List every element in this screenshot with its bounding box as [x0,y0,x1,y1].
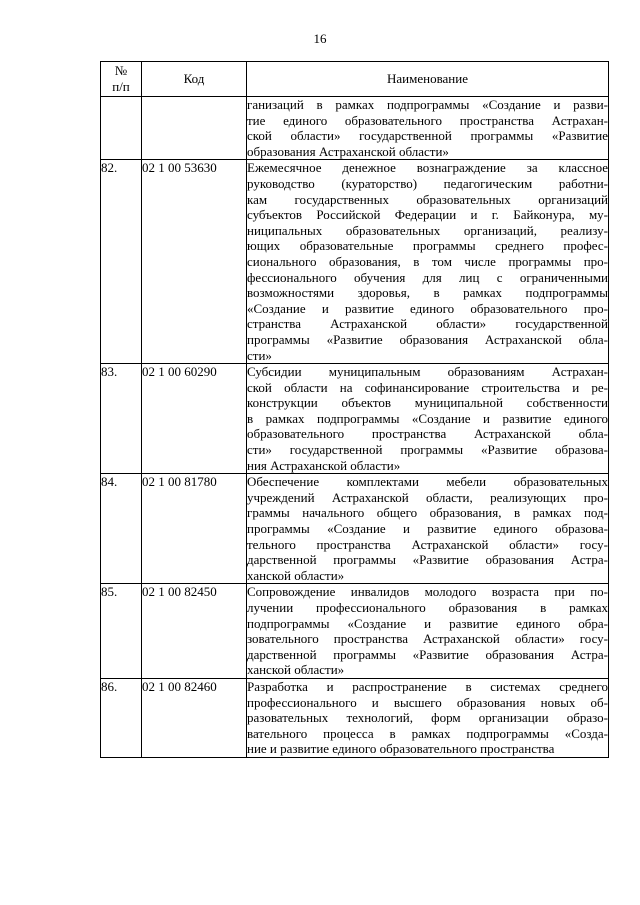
row-name-line: «Создание и развитие единого образовательного про- [247,300,608,316]
row-code: 02 1 00 82460 [142,678,247,757]
table-row [101,97,609,160]
row-code: 02 1 00 60290 [142,364,247,474]
row-code: 02 1 00 53630 [142,160,247,364]
row-name [247,97,609,160]
row-name-line: фессионального обучения для лиц с ограниченными [247,269,608,285]
row-number: 83. [101,364,142,474]
row-name-line: Обеспечение комплектами мебели образовательных [247,474,608,490]
table-header-row [101,62,609,97]
row-name-line: разовательных технологий, форм организации образо- [247,710,608,726]
row-name-line: программы «Создание и развитие единого образова- [247,521,608,537]
row-number [101,97,142,160]
row-name-line: программы «Развитие образования Астраханской обла- [247,331,608,347]
row-name-line: ганизаций в рамках подпрограммы «Создание и разви- [247,97,608,112]
row-name-line: Субсидии муниципальным образованиям Астрахан- [247,364,608,380]
table-row [101,584,609,679]
row-number: 84. [101,474,142,584]
table-row [101,364,609,474]
row-name-line: лучении профессионального образования в рамках [247,600,608,615]
row-code [142,97,247,160]
row-name-line: тие единого образовательного пространства Астрахан- [247,112,608,128]
row-name-line: странства Астраханской области» государственной [247,316,608,332]
row-name-line: дарственной программы «Развитие образования Астра- [247,552,608,568]
row-code: 02 1 00 81780 [142,474,247,584]
row-name-line: ханской области» [247,662,345,678]
header-name: Наименование [247,62,609,97]
row-name-line: ханской области» [247,567,345,583]
row-number: 86. [101,678,142,757]
row-name-line: профессионального и высшего образования новых об- [247,694,608,710]
row-name-line: ющих образовательные программы среднего профес- [247,238,608,254]
row-name-line: конструкции объектов муниципальной собственности [247,395,608,411]
row-number: 85. [101,584,142,679]
row-name-line: вательного процесса в рамках подпрограммы «Созда- [247,725,608,741]
row-name [247,364,609,474]
row-name-line: субъектов Российской Федерации и г. Байконура, му- [247,207,608,223]
row-name-line: ниципальных образовательных организаций, реализу- [247,222,608,238]
table-row [101,678,609,757]
row-name-line: ской области» государственной программы «Развитие [247,128,608,144]
row-name-line: образования Астраханской области» [247,143,449,159]
header-number-line1: № [114,63,128,78]
row-name-line: Сопровождение инвалидов молодого возраста при по- [247,584,608,600]
row-name-line: дарственной программы «Развитие образования Астра- [247,646,608,662]
header-number-line2: п/п [112,79,130,94]
row-name-line: тельного пространства Астраханской области» госу- [247,536,608,552]
row-name-line: образовательного пространства Астраханской обла- [247,426,608,442]
row-name-line: Разработка и распространение в системах среднего [247,678,608,694]
row-name-line: руководство (кураторство) педагогическим работни- [247,175,608,191]
row-name [247,160,609,364]
row-name-line: кам государственных образовательных организаций [247,191,608,207]
row-name [247,678,609,757]
row-name-line: ние и развитие единого образовательного пространства [247,741,555,757]
table-row [101,474,609,584]
table-row [101,160,609,364]
header-number [101,62,142,97]
row-name [247,584,609,679]
row-code: 02 1 00 82450 [142,584,247,679]
row-name-line: ния Астраханской области» [247,457,401,473]
row-name-line: сти» [247,347,272,363]
row-name-line: подпрограммы «Создание и развитие единого обра- [247,615,608,631]
row-name-line: учреждений Астраханской области, реализующих про- [247,489,608,505]
header-code: Код [142,62,247,97]
row-name-line: в рамках подпрограммы «Создание и развитие единого [247,410,608,426]
row-name-line: зовательного пространства Астраханской области» госу- [247,631,608,647]
budget-classification-table [100,61,609,758]
row-name-line: возможностями здоровья, в рамках подпрограммы [247,285,608,301]
row-name-line: граммы начального общего образования, в рамках под- [247,505,608,521]
row-name-line: ской области на софинансирование строительства и ре- [247,379,608,395]
page-number: 16 [313,31,327,46]
row-name-line: Ежемесячное денежное вознаграждение за классное [247,160,608,176]
row-name [247,474,609,584]
row-name-line: сти» государственной программы «Развитие образова- [247,442,608,458]
row-name-line: сионального образования, в том числе программы про- [247,253,608,269]
row-number: 82. [101,160,142,364]
